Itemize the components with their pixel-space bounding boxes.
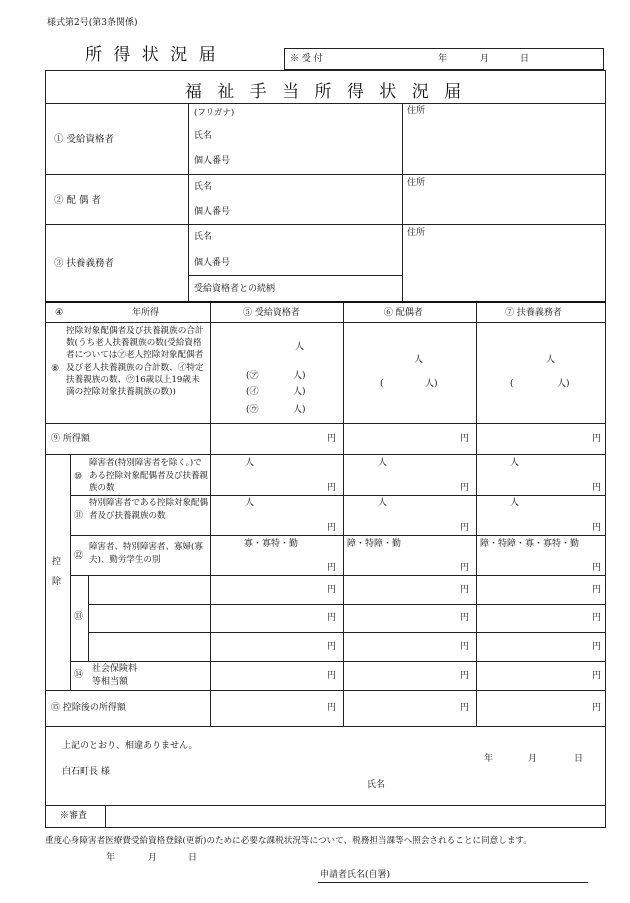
row13-sep-2: [88, 632, 606, 633]
supporter-mynumber: 個人番号: [194, 258, 231, 268]
col-divider-7: [476, 303, 477, 726]
info-sep-1: [45, 174, 606, 175]
row15-c5-yen: 円: [327, 703, 337, 713]
row9-sep: [45, 454, 606, 455]
row13c-c6-yen: 円: [460, 642, 470, 652]
col-divider-6: [343, 303, 344, 726]
row10-sep: [70, 495, 606, 496]
row11-text: 特別障害者である控除対象配偶者及び扶養親族の数: [89, 498, 209, 521]
supporter-name: 氏名: [194, 232, 213, 242]
row10-c7-person: 人: [510, 458, 520, 468]
row13a-c5-yen: 円: [327, 585, 337, 595]
recipient-address: 住所: [407, 106, 426, 116]
row12-c7: 障・特障・寡・寡特・勤: [480, 539, 580, 549]
row9-c5-yen: 円: [327, 434, 337, 444]
row12-c6-yen: 円: [460, 563, 470, 573]
row8-c5-a-close: 人): [293, 371, 306, 381]
row13a-c7-yen: 円: [592, 585, 602, 595]
consent-month: 月: [148, 853, 158, 863]
declaration-addressee: 白石町長 様: [62, 767, 110, 777]
row8-c5-b-close: 人): [293, 387, 306, 397]
row8-text: 控除対象配偶者及び扶養親族の合計数(うち老人扶養親族の数(受給資格者については㋐老人控除対象配偶者及び老人扶養親族の合計数、㋑特定扶養親族の数、㋒16歳以上19歳未満の控除対象扶養親族の数)): [66, 326, 204, 398]
row15-c7-yen: 円: [592, 703, 602, 713]
row8-c7-open: (: [510, 379, 514, 389]
form-number: 様式第2号(第3条関係): [47, 18, 138, 28]
row13b-c6-yen: 円: [460, 613, 470, 623]
row8-c5-person: 人: [295, 342, 305, 352]
row9-c7-yen: 円: [592, 434, 602, 444]
row14-text-1: 社会保険料: [92, 664, 138, 674]
row8-c5-b: (㋑: [246, 387, 259, 397]
review-sep: [45, 805, 606, 806]
row13-sep-3: [70, 661, 606, 662]
row8-c5-c: (㋒: [246, 405, 259, 415]
receipt-day: 日: [520, 54, 530, 64]
row12-c7-yen: 円: [592, 563, 602, 573]
declaration-year: 年: [484, 754, 494, 764]
declaration-month: 月: [528, 754, 538, 764]
consent-year: 年: [106, 853, 116, 863]
signature-label: 申請者氏名(自署): [320, 870, 391, 880]
row14-text-2: 等相当額: [92, 677, 129, 687]
row8-c5-c-close: 人): [293, 405, 306, 415]
row13-num: ⑬: [74, 612, 84, 622]
row11-c7-yen: 円: [592, 523, 602, 533]
row12-sep: [70, 575, 606, 576]
info-sep-3: [188, 275, 402, 276]
row9-label: ⑨ 所得額: [51, 434, 90, 444]
row12-c6: 障・特障・勤: [347, 539, 402, 549]
review-divider: [105, 805, 106, 828]
form-frame: [45, 70, 606, 828]
declaration-text: 上記のとおり、相違ありません。: [62, 741, 198, 751]
row10-num: ⑩: [74, 472, 83, 482]
row12-c5: 寡・寡特・勤: [244, 539, 299, 549]
review-label: ※審査: [60, 811, 88, 821]
row8-sep: [45, 423, 606, 424]
receipt-year: 年: [438, 54, 448, 64]
row13-divider: [88, 575, 89, 661]
row14-sep: [45, 690, 606, 691]
row15-sep: [45, 726, 606, 727]
supporter-address: 住所: [407, 228, 426, 238]
deduct-side-2: 除: [52, 577, 62, 587]
info-sep-2: [45, 224, 606, 225]
row13b-c7-yen: 円: [592, 613, 602, 623]
col-divider-5: [210, 303, 211, 726]
spouse-mynumber: 個人番号: [194, 207, 231, 217]
row14-num: ⑭: [74, 670, 84, 680]
row13a-c6-yen: 円: [460, 585, 470, 595]
c4-label: 年所得: [132, 308, 160, 318]
row11-c5-person: 人: [245, 498, 255, 508]
main-title: 福 祉 手 当 所 得 状 況 届: [184, 82, 467, 102]
row14-c7-yen: 円: [592, 671, 602, 681]
row8-c6-open: (: [380, 379, 384, 389]
signature-line[interactable]: [318, 882, 588, 883]
row11-num: ⑪: [74, 511, 84, 521]
row15-label: ⑮ 控除後の所得額: [51, 703, 126, 713]
row9-c6-yen: 円: [460, 434, 470, 444]
supporter-relation: 受給資格者との続柄: [194, 284, 276, 294]
recipient-mynumber: 個人番号: [194, 156, 231, 166]
row11-c6-yen: 円: [460, 523, 470, 533]
deduct-side-divider: [70, 454, 71, 690]
consent-text: 重度心身障害者医療費受給資格登録(更新)のために必要な課税状況等について、税務担当課等へ照会されることに同意します。: [45, 836, 532, 846]
row14-c5-yen: 円: [327, 671, 337, 681]
consent-day: 日: [188, 853, 198, 863]
row13c-c5-yen: 円: [327, 642, 337, 652]
title-divider: [45, 103, 606, 104]
row13c-c7-yen: 円: [592, 642, 602, 652]
row8-c7-close: 人): [557, 379, 570, 389]
header-title: 所 得 状 況 届: [85, 45, 219, 65]
spouse-address: 住所: [407, 178, 426, 188]
supporter-label: ③ 扶養義務者: [54, 258, 115, 269]
row10-c7-yen: 円: [592, 483, 602, 493]
row10-c6-yen: 円: [460, 483, 470, 493]
row10-c6-person: 人: [378, 458, 388, 468]
row14-c6-yen: 円: [460, 671, 470, 681]
row10-c5-person: 人: [245, 458, 255, 468]
row8-c5-a: (㋐: [246, 371, 259, 381]
income-header-sep: [45, 322, 606, 323]
recipient-label: ① 受給資格者: [54, 134, 115, 145]
c4-num: ④: [55, 308, 64, 318]
row10-text: 障害者(特別障害者を除く。)である控除対象配偶者及び扶養親族の数: [89, 458, 209, 493]
declaration-day: 日: [574, 754, 584, 764]
row8-c6-person: 人: [414, 355, 424, 365]
deduct-side-1: 控: [52, 557, 62, 567]
info-divider-2: [402, 103, 403, 302]
row11-c6-person: 人: [378, 498, 388, 508]
row13b-c5-yen: 円: [327, 613, 337, 623]
row13-sep-1: [88, 604, 606, 605]
spouse-name: 氏名: [194, 182, 213, 192]
receipt-month: 月: [480, 54, 490, 64]
recipient-furigana: (フリガナ): [194, 108, 235, 118]
row8-c6-close: 人): [425, 379, 438, 389]
row12-text: 障害者、特別障害者、寡婦(寡夫)、勤労学生の別: [89, 542, 203, 565]
row12-num: ⑫: [74, 551, 84, 561]
info-sep-4: [45, 301, 606, 303]
c7-header: ⑦ 扶養義務者: [505, 308, 562, 318]
c6-header: ⑥ 配偶者: [384, 308, 423, 318]
row8-num: ⑧: [51, 364, 60, 374]
info-divider-1: [188, 103, 189, 302]
declaration-name: 氏名: [367, 780, 386, 790]
spouse-label: ② 配 偶 者: [54, 195, 102, 206]
row11-c5-yen: 円: [327, 523, 337, 533]
row11-sep: [70, 535, 606, 536]
row15-c6-yen: 円: [460, 703, 470, 713]
row11-c7-person: 人: [510, 498, 520, 508]
recipient-name: 氏名: [194, 131, 213, 141]
row8-c7-person: 人: [546, 355, 556, 365]
row10-c5-yen: 円: [327, 483, 337, 493]
c5-header: ⑤ 受給資格者: [243, 308, 300, 318]
receipt-label: ※ 受 付: [290, 54, 323, 64]
row12-c5-yen: 円: [327, 563, 337, 573]
